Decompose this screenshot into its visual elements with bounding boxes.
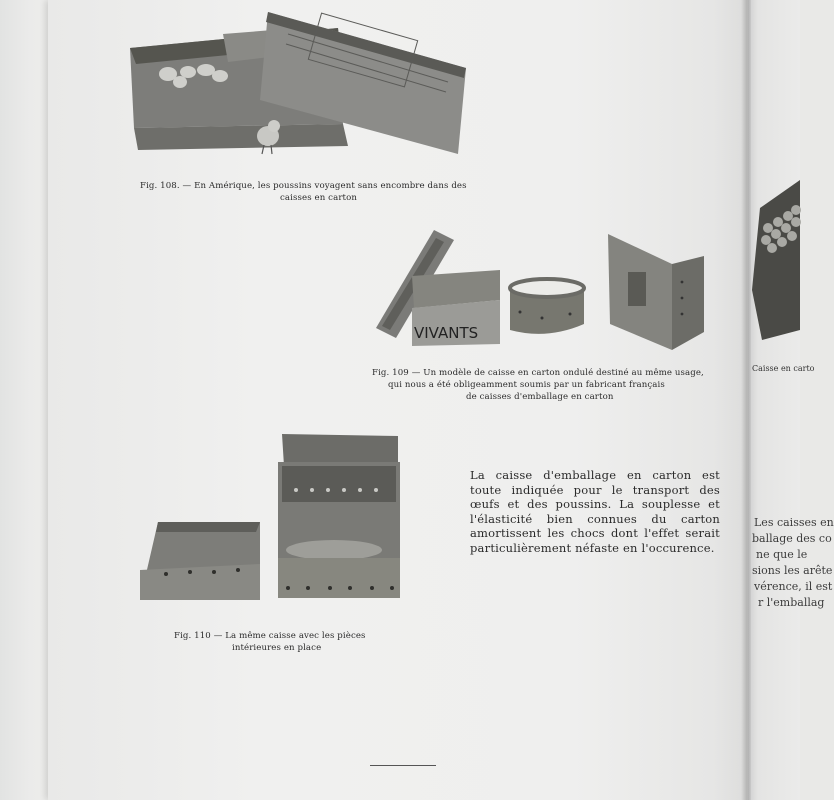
figure-109-caption-line: qui nous a été obligeamment soumis par un fabricant français [388, 380, 665, 390]
figure-109-caption-line: Fig. 109 — Un modèle de caisse en carton ondulé destiné au même usage, [372, 368, 704, 378]
next-page-text-fragments [752, 516, 834, 636]
book-gutter [741, 0, 751, 800]
next-page-photo-fragment [752, 180, 800, 340]
figure-109-caption [372, 367, 712, 403]
vivants-label: VIVANTS [414, 324, 479, 342]
next-page-caption-fragment: Caisse en carto [752, 364, 815, 373]
figure-110-caption [174, 630, 394, 654]
next-page-text-line: vérence, il est [754, 580, 833, 593]
figure-110-caption-line: intérieures en place [232, 643, 322, 653]
figure-108-caption [140, 180, 480, 204]
next-page-text-line: sions les arête [752, 564, 833, 577]
book-page-right [748, 0, 815, 800]
page-footer-rule [370, 765, 436, 766]
figure-108-caption-line: Fig. 108. — En Amérique, les poussins voyagent sans encombre dans des [140, 181, 467, 191]
figure-108-caption-line: caisses en carton [280, 193, 357, 203]
next-page-text-line: r l'emballag [758, 596, 825, 609]
figure-108-photo [128, 4, 468, 156]
figure-109-caption-line: de caisses d'emballage en carton [466, 392, 614, 402]
figure-110-caption-line: Fig. 110 — La même caisse avec les pièces [174, 631, 366, 641]
figure-109-photo [372, 228, 708, 354]
next-page-text-line: Les caisses en [754, 516, 834, 529]
next-page-text-line: ne que le [756, 548, 808, 561]
figure-110-photo [136, 432, 402, 604]
next-page-text-line: ballage des co [752, 532, 832, 545]
body-paragraph: La caisse d'emballage en carton est toute indiquée pour le transport des œufs et des poussins. La souplesse et l'élasticité bien connues du carton amortissent les chocs dont l'effet serait particulièrement néfaste en l'occurence. [470, 468, 720, 555]
